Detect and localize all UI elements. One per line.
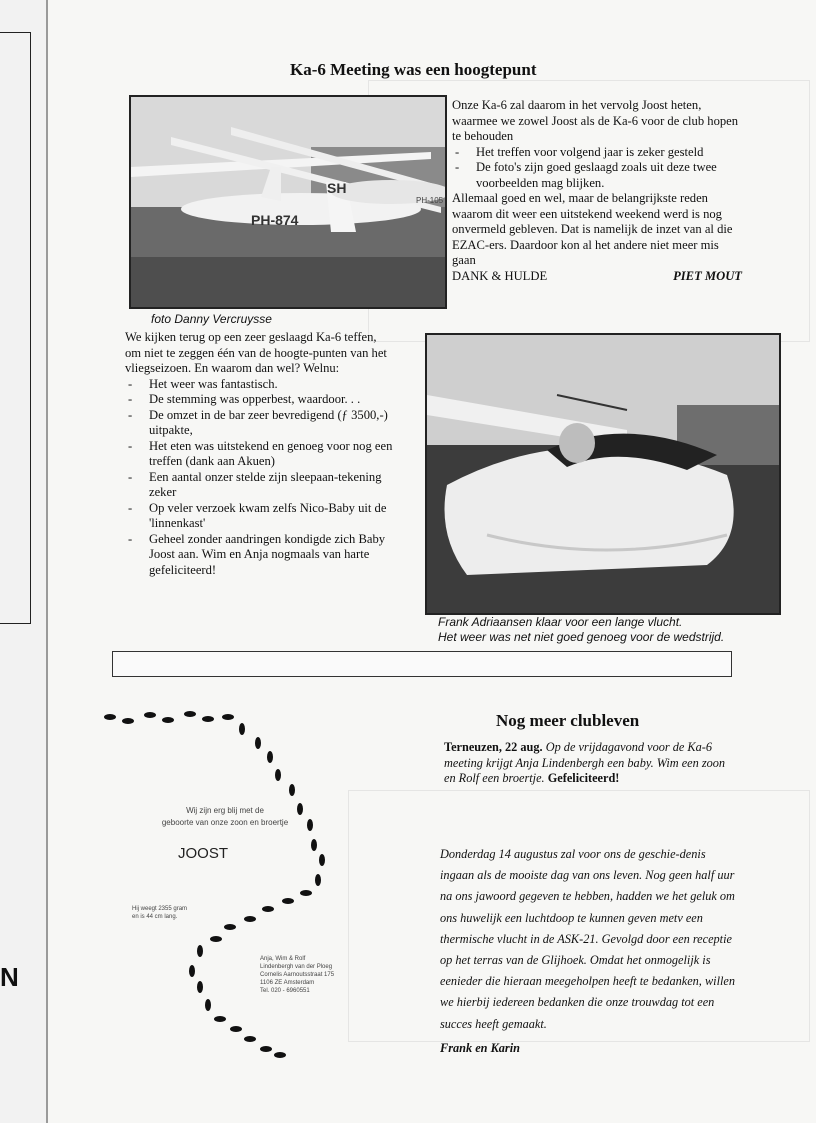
cockpit-photo-caption [438, 615, 724, 645]
adjacent-page-strip [0, 0, 48, 1123]
caption-line-2: Het weer was net niet goed genoeg voor de wedstrijd. [438, 630, 725, 644]
reasons-list [125, 377, 395, 579]
dateline: Terneuzen, 22 aug. [444, 740, 543, 754]
signature-line [452, 269, 742, 285]
list-item: - Geheel zonder aandringen kondigde zich Baby Joost aan. Wim en Anja nogmaals van harte gefeliciteerd! [125, 532, 395, 579]
parents-address [260, 955, 334, 995]
adjacent-page-frame [0, 32, 31, 624]
birth-card-line-2: geboorte van onze zoon en broertje [161, 818, 289, 827]
congratulations: Gefeliciteerd! [547, 771, 620, 785]
list-item: - Op veler verzoek kwam zelfs Nico-Baby uit de 'linnenkast' [125, 501, 395, 532]
intro-paragraph: We kijken terug op een zeer geslaagd Ka-6 teffen, om niet te zeggen één van de hoogte-punten van het vliegseizoen. En waarom dan wel? Welnu: [125, 330, 387, 375]
gliders-photo [129, 95, 447, 309]
left-column-text [125, 330, 395, 578]
weight-line-2: en is 44 cm lang. [132, 914, 178, 920]
list-item: - Het eten was uitstekend en genoeg voor nog een treffen (dank aan Akuen) [125, 439, 395, 470]
birth-weight [132, 905, 187, 921]
list-item: - Een aantal onzer stelde zijn sleepaan-tekening zeker [125, 470, 395, 501]
list-item: - De stemming was opperbest, waardoor. . . [125, 392, 395, 408]
list-item: - De foto's zijn goed geslaagd zoals uit deze twee voorbeelden mag blijken. [452, 160, 742, 191]
wedding-note [440, 844, 740, 1059]
photo-credit: foto Danny Vercruysse [151, 312, 272, 326]
footprints-illustration [100, 705, 330, 1075]
list-item: - Het weer was fantastisch. [125, 377, 395, 393]
baby-name: JOOST [178, 845, 229, 862]
address-line: Tel. 020 - 6960551 [260, 988, 310, 994]
birth-card-line-1: Wij zijn erg blij met de [186, 806, 264, 815]
wedding-signature: Frank en Karin [440, 1040, 520, 1055]
gliders-photo-image [131, 97, 445, 307]
wedding-text: Donderdag 14 augustus zal voor ons de geschie-denis ingaan als de mooiste dag van ons leven. Nog geen half uur na ons jawoord gegeven te hebben, hadden we het geluk om ons huwelijk een luchtdoop te kunnen geven metv een thermische vlucht in de ASK-21. Gevolgd door een receptie op het terras van de Glijhoek. Omdat het onmogelijk is eenieder die hieraan meegeholpen heeft te bedanken, willen we hierbij iedereen bedanken die onze trouwdag tot een succes heeft gemaakt. [440, 847, 736, 1031]
glider-registration-1: PH-874 [251, 212, 299, 228]
conclusion: Allemaal goed en wel, maar de belangrijkste reden waarom dit weer een uitstekend weekend werd is nog onvermeld gebleven. Dat is namelijk de inzet van al die EZAC-ers. Daardoor kon al het andere niet meer mis gaan [452, 191, 733, 267]
list-item: - De omzet in de bar zeer bevredigend (ƒ 3500,-) uitpakte, [125, 408, 395, 439]
adjacent-page-letter: N [0, 962, 19, 992]
caption-line-1: Frank Adriaansen klaar voor een lange vlucht. [438, 615, 683, 629]
address-line: 1106 ZE Amsterdam [260, 980, 315, 986]
address-line: Anja, Wim & Rolf [260, 956, 306, 962]
glider-registration-3: PH-105 [416, 196, 444, 205]
right-bullet-list [452, 145, 742, 192]
cockpit-photo-image [427, 335, 779, 613]
glider-registration-2: SH [327, 180, 347, 196]
weight-line-1: Hij weegt 2355 gram [132, 906, 188, 912]
club-section-title: Nog meer clubleven [496, 711, 640, 730]
list-item: - Het treffen voor volgend jaar is zeker gesteld [452, 145, 742, 161]
announcement-text: Op de vrijdagavond voor de Ka-6 meeting krijgt Anja Lindenbergh een baby. Wim een zoon en Rolf een broertje. [444, 740, 726, 785]
birth-card-header [160, 805, 290, 829]
author-name: PIET MOUT [673, 268, 742, 283]
thanks-text: DANK & HULDE [452, 268, 548, 283]
cockpit-photo [425, 333, 781, 615]
section-divider [112, 651, 732, 677]
birth-announcement [444, 740, 734, 787]
address-line: Cornelis Aarnoutsstraat 175 [260, 972, 335, 978]
article-title: Ka-6 Meeting was een hoogtepunt [290, 60, 537, 79]
address-line: Lindenbergh van der Ploeg [260, 964, 333, 970]
right-column-text [452, 98, 742, 284]
right-intro: Onze Ka-6 zal daarom in het vervolg Joost heten, waarmee we zowel Joost als de Ka-6 voor de club hopen te behouden [452, 98, 739, 143]
